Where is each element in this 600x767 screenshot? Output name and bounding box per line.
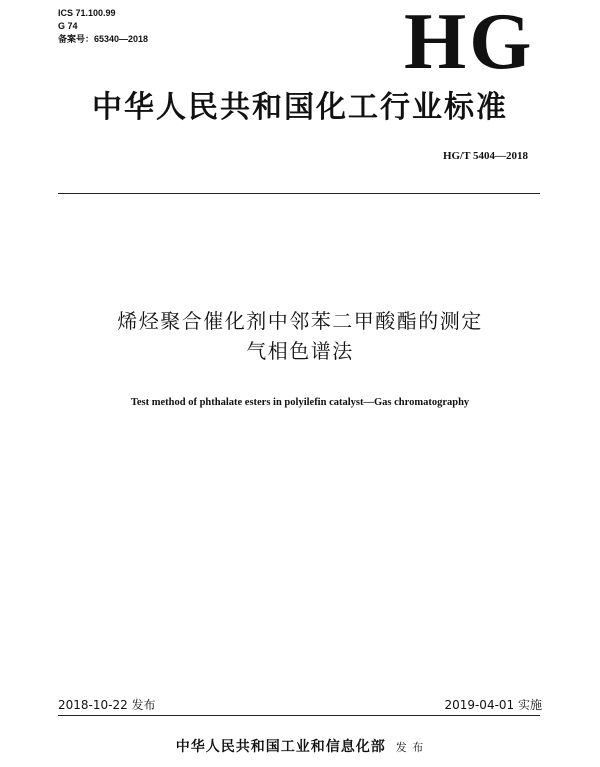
implement-date: 2019-04-01 实施: [444, 698, 542, 712]
issuer: [0, 736, 600, 756]
title-en: Test method of phthalate esters in polyilefin catalyst—Gas chromatography: [130, 397, 470, 408]
bottom-divider: [58, 715, 540, 716]
title-cn-line1: 烯烃聚合催化剂中邻苯二甲酸酯的测定: [117, 309, 483, 333]
publish-date: 2018-10-22 发布: [58, 698, 156, 712]
ics-code: ICS 71.100.99: [58, 8, 116, 18]
issuer-name: 中华人民共和国工业和信息化部: [175, 739, 386, 755]
issue-verb: 发 布: [395, 741, 425, 754]
hg-logo: HG: [404, 0, 535, 86]
filing-number: 备案号：65340—2018: [58, 34, 149, 44]
top-divider: [58, 193, 540, 194]
standard-number: HG/T 5404—2018: [442, 150, 528, 162]
ccs-code: G 74: [58, 21, 78, 31]
title-cn-line2: 气相色谱法: [246, 339, 354, 363]
standard-category: 中华人民共和国化工行业标准: [92, 90, 508, 125]
